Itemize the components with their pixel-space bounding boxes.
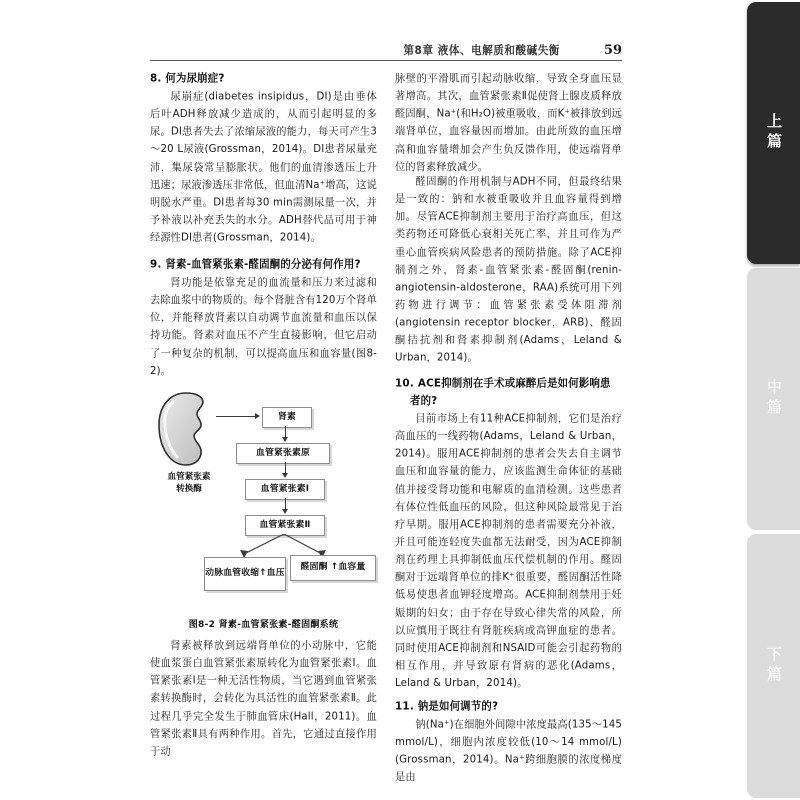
arrowhead-renin-aogen <box>282 437 288 442</box>
continued-paragraph-1: 脉壁的平滑肌而引起动脉收缩，导致全身血压显著增高。其次，血管紧张素Ⅱ促使肾上腺皮质释放醛固酮，Na⁺(和H₂O)被重吸收，而K⁺被排放到远端肾单位，血容量因而增加。由此所致的血压增高和血容量增加会产生负反馈作用，使远端肾单位的肾素释放减少。 <box>395 73 622 173</box>
figure-box-vasoconstriction-line1: 动脉血管收缩 <box>205 568 260 579</box>
figure-8-2 <box>150 385 377 613</box>
question-10-heading-line1: 10. ACE抑制剂在手术或麻醉后是如何影响患 <box>395 377 611 390</box>
side-tab-zhong-pian-label: 中篇 <box>765 379 783 419</box>
column-right <box>395 70 622 784</box>
question-9-paragraph-2: 肾素被释放到远端肾单位的小动脉中，它能使血浆蛋白血管紧张素原转化为血管紧张素Ⅰ。血管紧张素Ⅰ是一种无活性物质，当它遇到血管紧张素转换酶时，会转化为具活性的血管紧张素Ⅱ。此过程几乎完全发生于肺血管床(Hall，2011)。血管紧张素Ⅱ具有两种作用。首先，它通过直接作用于动 <box>150 639 377 758</box>
side-tab-xia-pian-label: 下篇 <box>765 646 783 686</box>
question-9-heading: 9. 肾素-血管紧张素-醛固酮的分泌有何作用? <box>150 258 361 271</box>
figure-box-angiotensin-1: 血管紧张素Ⅰ <box>245 479 325 500</box>
figure-caption: 图8-2 肾素-血管紧张素-醛固酮系统 <box>188 619 339 630</box>
arrowhead-kidney-renin <box>255 413 260 419</box>
question-8-heading: 8. 何为尿崩症? <box>150 72 225 85</box>
continued-paragraph-2: 醛固酮的作用机制与ADH不同，但最终结果是一致的：钠和水被重吸收并且血容量得到增加。尽管ACE抑制剂主要用于治疗高血压，但这类药物还可降低心衰相关死亡率，并且可作为严重心血管疾病风险患者的预防措施。除了ACE抑制剂之外，肾素-血管紧张素-醛固酮(renin-angiotensin-aldosterone，RAA)系统可用下列药物进行调节：血管紧张素受体阻滞剂(angiotensin receptor blocker，ARB)、醛固酮拮抗剂和肾素抑制剂(Adams，Leland & Urban，2014)。 <box>395 175 622 364</box>
figure-box-vasoconstriction <box>204 557 286 591</box>
side-tab-zhong-pian[interactable] <box>747 268 800 530</box>
side-tab-xia-pian[interactable] <box>747 534 800 798</box>
chapter-title: 第8章 液体、电解质和酸碱失衡 <box>403 44 560 58</box>
figure-box-aldosterone: 醛固酮 ↑血容量 <box>290 555 376 581</box>
text-columns <box>150 70 622 784</box>
question-9-paragraph-1: 肾功能是依靠充足的血流量和压力来过滤和去除血浆中的物质的。每个肾脏含有120万个肾单位，并能释放肾素以自动调节血流量和血压以保持功能。肾素对血压不产生直接影响，但它启动了一种复杂的机制，可以提高血压和血容量(图8-2)。 <box>150 277 377 377</box>
ace-enzyme-label-line2: 转换酶 <box>176 484 202 494</box>
connector-kidney-renin <box>216 416 256 417</box>
header-rule <box>150 60 622 61</box>
figure-box-angiotensin-2: 血管紧张素Ⅱ <box>245 515 325 536</box>
figure-box-vasoconstriction-line2: ↑血压 <box>259 568 285 579</box>
arrowhead-aogen-a1 <box>282 473 288 478</box>
question-11-paragraph: 钠(Na⁺)在细胞外间隙中浓度最高(135～145 mmol/L)，细胞内浓度较低(10～14 mmol/L)(Grossman，2014)。Na⁺跨细胞膜的浓度梯度是由 <box>395 719 622 784</box>
side-tab-shang-pian-label: 上篇 <box>765 113 783 153</box>
question-8-paragraph: 尿崩症(diabetes insipidus，DI)是由垂体后叶ADH释放减少造成的，从而引起明显的多尿。DI患者失去了浓缩尿液的能力，每天可产生3～20 L尿液(Grossman，2014)。DI患者尿量充沛，集尿袋常呈膨胀状。他们的血清渗透压上升迅速；尿液渗透压非常低，但血清Na⁺增高，这说明脱水严重。DI患者每30 min需测尿量一次，并予补液以补充丢失的水分。ADH替代品可用于神经源性DI患者(Grossman，2014)。 <box>150 90 377 244</box>
side-tab-strip <box>660 0 800 800</box>
page-number: 59 <box>603 43 622 58</box>
figure-box-renin: 肾素 <box>262 407 312 428</box>
question-11-heading: 11. 钠是如何调节的? <box>395 700 499 713</box>
ace-enzyme-label <box>150 471 228 495</box>
ace-enzyme-label-line1: 血管紧张素 <box>167 471 211 482</box>
running-head <box>150 36 622 58</box>
column-left <box>150 70 377 760</box>
question-10-heading <box>395 375 622 410</box>
kidney-icon <box>156 391 218 467</box>
question-10-heading-line2: 者的? <box>410 394 438 408</box>
figure-box-angiotensinogen: 血管紧张素原 <box>236 443 330 464</box>
question-10-paragraph: 目前市场上有11种ACE抑制剂，它们是治疗高血压的一线药物(Adams，Leland & Urban，2014)。服用ACE抑制剂的患者会失去自主调节血压和血容量的能力，应该监测生命体征的基础值并接受肾功能和电解质的血清检测。这些患者有体位性低血压的风险，但这种风险最常见于治疗早期。服用ACE抑制剂的患者需要充分补液，并且可能连轻度失血都无法耐受，因为ACE抑制剂在药理上具抑制低血压代偿机制的作用。醛固酮对于远端肾单位的排K⁺很重要，醛固酮活性降低易使患者血钾轻度增高。ACE抑制剂禁用于妊娠期的妇女；由于存在导致心律失常的风险，所以应慎用于既往有肾脏疾病或高钾血症的患者。同时使用ACE抑制剂和NSAID可能会引起药物的相互作用，并导致原有肾病的恶化(Adams，Leland & Urban，2014)。 <box>395 413 622 690</box>
arrowhead-a1-a2 <box>282 509 288 514</box>
side-tab-shang-pian[interactable] <box>747 2 800 264</box>
